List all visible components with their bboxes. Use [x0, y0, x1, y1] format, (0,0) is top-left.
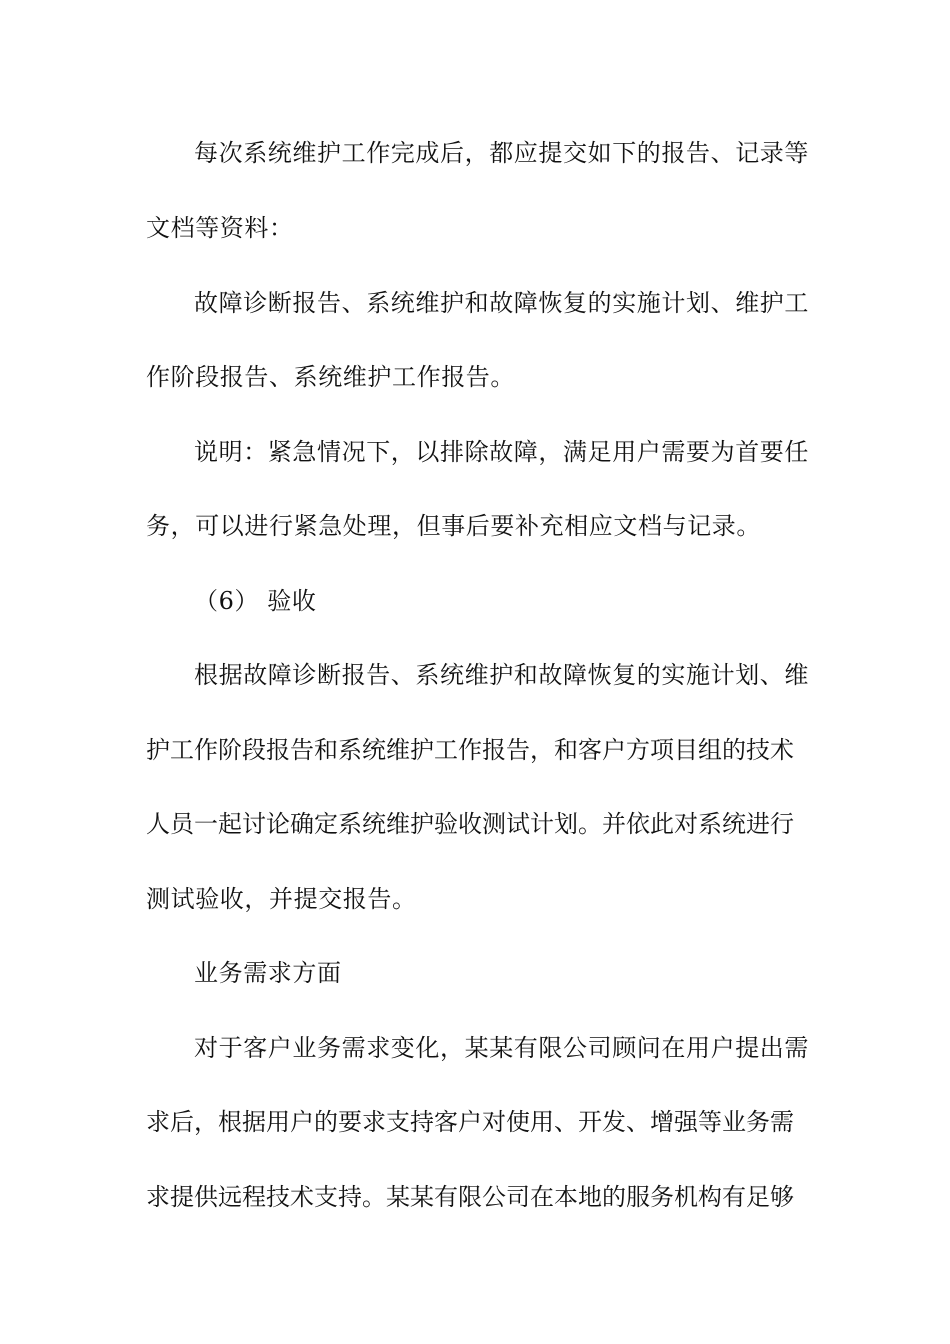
section-heading-business-requirements: 业务需求方面: [194, 959, 342, 987]
paragraph-2-line-2: 作阶段报告、系统维护工作报告。: [146, 363, 515, 391]
paragraph-4-line-3: 人员一起讨论确定系统维护验收测试计划。并依此对系统进行: [146, 810, 794, 838]
paragraph-1-line-2: 文档等资料：: [146, 214, 294, 242]
paragraph-4-line-2: 护工作阶段报告和系统维护工作报告，和客户方项目组的技术: [146, 736, 794, 764]
paragraph-4-line-4: 测试验收，并提交报告。: [146, 885, 417, 913]
paragraph-5-line-3: 求提供远程技术支持。某某有限公司在本地的服务机构有足够: [146, 1183, 794, 1211]
paragraph-3-line-1: 说明：紧急情况下，以排除故障，满足用户需要为首要任: [194, 438, 809, 466]
paragraph-1-line-1: 每次系统维护工作完成后，都应提交如下的报告、记录等: [194, 139, 809, 167]
paragraph-4-line-1: 根据故障诊断报告、系统维护和故障恢复的实施计划、维: [194, 661, 809, 689]
section-heading-acceptance: （6） 验收: [194, 587, 317, 615]
paragraph-2-line-1: 故障诊断报告、系统维护和故障恢复的实施计划、维护工: [194, 289, 809, 317]
paragraph-5-line-2: 求后，根据用户的要求支持客户对使用、开发、增强等业务需: [146, 1108, 794, 1136]
paragraph-3-line-2: 务，可以进行紧急处理，但事后要补充相应文档与记录。: [146, 512, 761, 540]
paragraph-5-line-1: 对于客户业务需求变化，某某有限公司顾问在用户提出需: [194, 1034, 809, 1062]
